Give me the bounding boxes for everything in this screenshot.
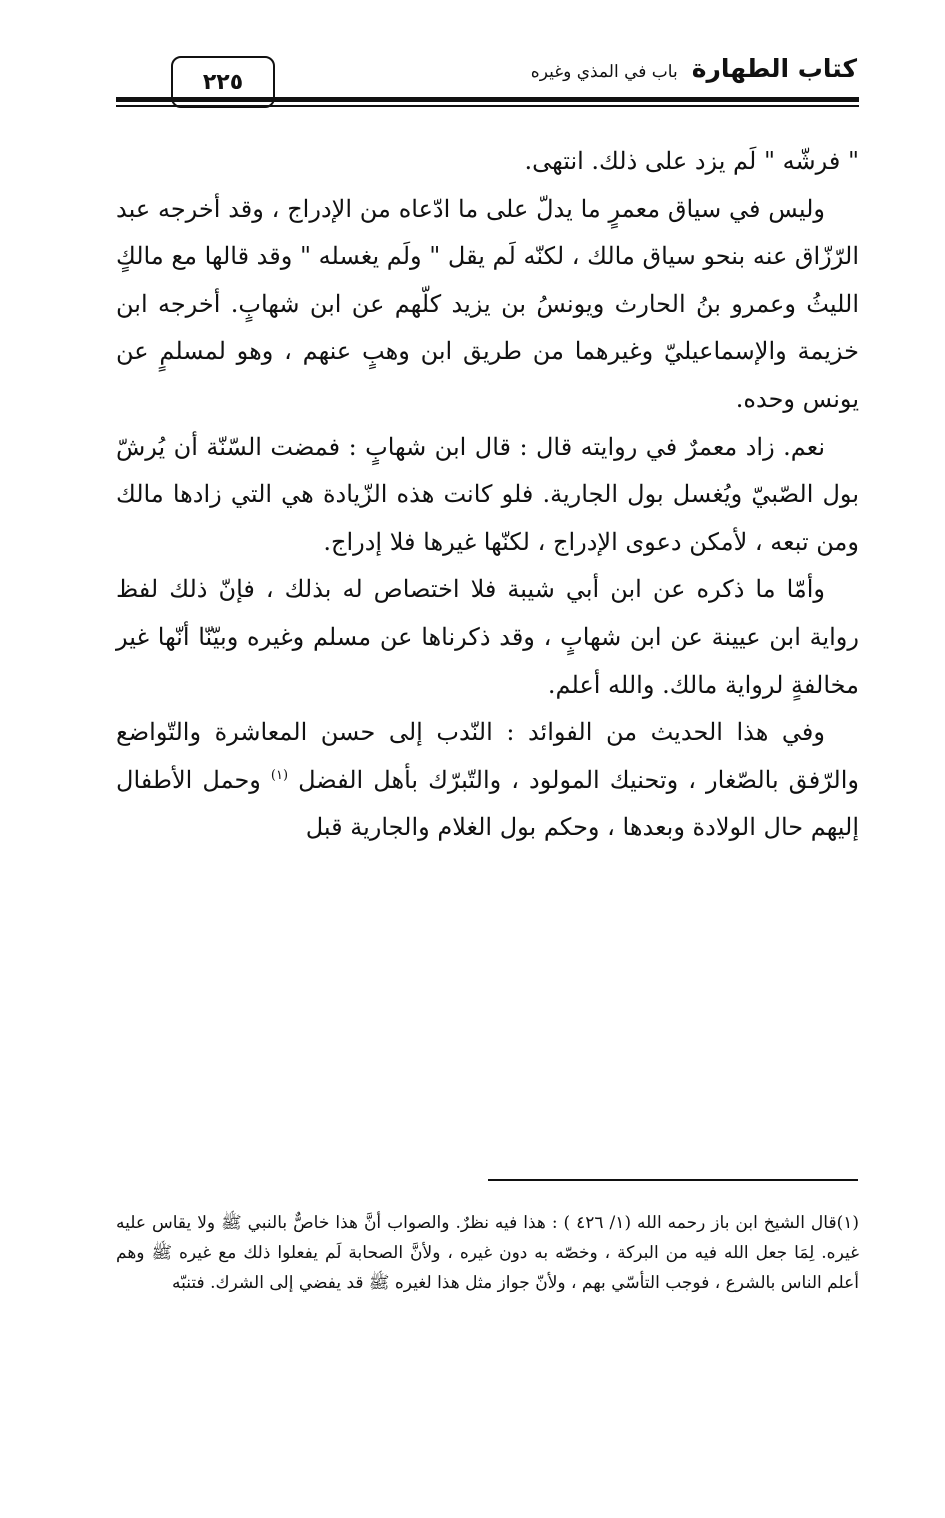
page-number-badge: ٢٢٥ bbox=[171, 56, 275, 108]
header-rule-thin bbox=[116, 105, 859, 107]
footnote: (١)قال الشيخ ابن باز رحمه الله (١/ ٤٢٦ ) : هذا فيه نظرٌ. والصواب أنَّ هذا خاصٌّ بالنبي ﷺ ولا يقاس عليه غيره. لِمَا جعل الله فيه من البركة ، وخصّه به دون غيره ، ولأنَّ الصحابة لَم يفعلوا ذلك مع غيره ﷺ وهم أعلم الناس بالشرع ، فوجب التأسّي بهم ، ولأنّ جواز مثل هذا لغيره ﷺ قد يفضي إلى الشرك. فتنبّه bbox=[116, 1213, 860, 1293]
paragraph: نعم. زاد معمرٌ في روايته قال : قال ابن شهابٍ : فمضت السّنّة أن يُرشّ بول الصّبيّ ويُغسل بول الجارية. فلو كانت هذه الزّيادة هي التي زادها مالك ومن تبعه ، لأمكن دعوى الإدراج ، لكنّها غيرها فلا إدراج. bbox=[116, 432, 859, 556]
footnotes bbox=[116, 1208, 859, 1298]
book-title: كتاب الطهارة bbox=[691, 54, 857, 83]
paragraph: وأمّا ما ذكره عن ابن أبي شيبة فلا اختصاص له بذلك ، فإنّ ذلك لفظ رواية ابن عيينة عن ابن شهابٍ ، وقد ذكرناها عن مسلم وغيره وبيّنّا أنّها غير مخالفةٍ لرواية مالك. والله أعلم. bbox=[116, 575, 859, 699]
header-rule-thick bbox=[116, 97, 859, 102]
paragraph: وليس في سياق معمرٍ ما يدلّ على ما ادّعاه من الإدراج ، وقد أخرجه عبد الرّزّاق عنه بنحو سياق مالك ، لكنّه لَم يقل " ولَم يغسله " وقد قالها مع مالكٍ الليثُ وعمرو بنُ الحارث ويونسُ بن يزيد كلّهم عن ابن شهابٍ. أخرجه ابن خزيمة والإسماعيليّ وغيرهما من طريق ابن وهبٍ عنهم ، وهو لمسلمٍ عن يونس وحده. bbox=[115, 194, 859, 413]
paragraph-text-after-note: وحمل الأطفال إليهم حال الولادة وبعدها ، وحكم بول الغلام والجارية قبل bbox=[116, 765, 859, 842]
paragraph: " فرشّه " لَم يزد على ذلك. انتهى. bbox=[524, 147, 859, 175]
running-head bbox=[531, 54, 857, 83]
paragraph-with-footnote bbox=[116, 709, 859, 852]
page-header bbox=[116, 50, 859, 110]
main-text bbox=[116, 138, 859, 852]
paragraph-text-before-note: وفي هذا الحديث من الفوائد : النّدب إلى حسن المعاشرة والتّواضع والرّفق بالصّغار ، وتحنيك المولود ، والتّبرّك بأهل الفضل bbox=[116, 718, 859, 794]
chapter-title: باب في المذي وغيره bbox=[530, 62, 678, 82]
footnote-reference[interactable]: (١) bbox=[270, 767, 289, 783]
footnote-separator bbox=[488, 1179, 858, 1181]
